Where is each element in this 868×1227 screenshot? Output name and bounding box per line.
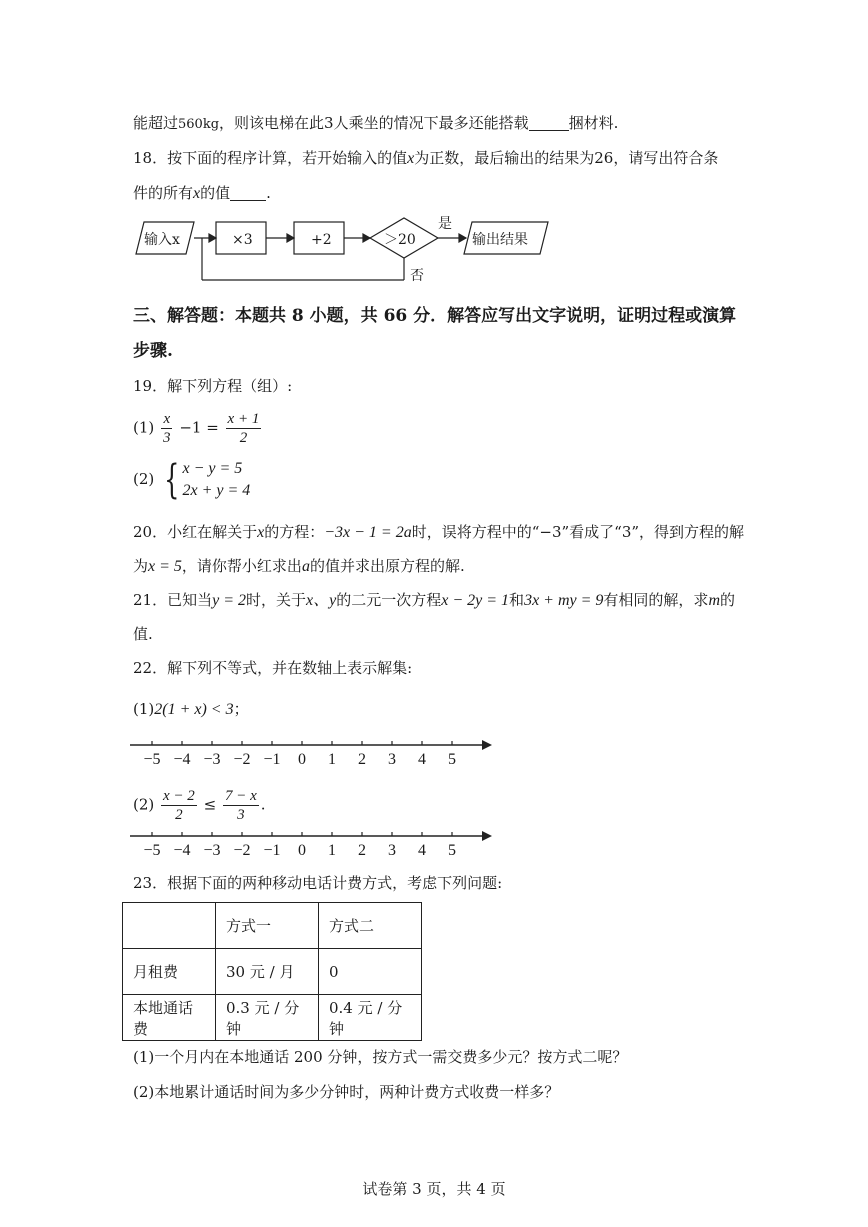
text: . (266, 184, 271, 202)
numerator: x (163, 411, 171, 427)
equation-text: ≤ (203, 795, 217, 814)
table-cell: 0 (319, 949, 422, 995)
axis-arrow (482, 831, 492, 841)
q23-title: 23．根据下面的两种移动电话计费方式，考虑下列问题: (133, 874, 503, 892)
q21-line2: 值. (133, 625, 153, 643)
text: 26 (594, 149, 614, 167)
compare-label: ＞20 (384, 232, 416, 248)
flowchart (130, 210, 560, 290)
text: ； (233, 700, 249, 718)
variable: m (708, 592, 720, 609)
text: 能超过 (133, 114, 179, 132)
fee-table (122, 902, 422, 1041)
brace: { (164, 457, 180, 503)
text: 18．按下面的程序计算，若开始输入的值 (133, 149, 408, 167)
answer-blank (230, 184, 266, 201)
equation-text: −1 = (179, 418, 219, 437)
table-header: 方式一 (216, 903, 319, 949)
equation: y = 2 (212, 592, 246, 609)
q22-part2 (133, 787, 266, 824)
text: ，请你帮小红求出 (181, 557, 302, 575)
text: 时，误将方程中的“−3”看成了“3”，得到方程的解 (411, 523, 745, 541)
answer-blank (529, 114, 569, 131)
text: 的方程： (264, 523, 325, 541)
axis-tick-label: 0 (298, 842, 306, 859)
part-label: (2) (133, 795, 155, 814)
numerator: x + 1 (227, 411, 260, 427)
q22-title: 22．解下列不等式，并在数轴上表示解集: (133, 659, 413, 677)
table-cell: 30 元 / 月 (216, 949, 319, 995)
q22-part1 (133, 698, 249, 721)
fraction (161, 410, 173, 447)
q18-line2 (133, 182, 271, 205)
axis-tick-label: 4 (418, 842, 426, 859)
equation: x − y = 5 (182, 460, 243, 477)
numerator: 7 − x (224, 788, 257, 804)
axis-tick-label: −5 (143, 842, 161, 859)
inequality: 2(1 + x) < 3 (154, 701, 234, 718)
text: 20．小红在解关于 (133, 523, 258, 541)
q19-part2 (133, 458, 250, 502)
axis-tick-label: 5 (448, 842, 456, 859)
variable: a (301, 558, 310, 575)
variables: x、y (306, 592, 337, 609)
q20-line1 (133, 521, 744, 544)
table-cell: 月租费 (123, 949, 216, 995)
text: 的值并求出原方程的解. (309, 557, 465, 575)
axis-tick-label: −2 (233, 751, 251, 768)
table-header: 方式二 (319, 903, 422, 949)
text: ，则该电梯在此 (219, 114, 325, 132)
variable: x (193, 185, 201, 202)
axis-tick-label: 0 (298, 751, 306, 768)
equation: x = 5 (148, 558, 182, 575)
text: 捆材料. (568, 114, 619, 132)
q19-part1 (133, 410, 263, 447)
number-line-2 (128, 826, 498, 862)
denominator: 2 (239, 430, 248, 446)
text: 560kg (178, 117, 220, 132)
number-line-1 (128, 735, 498, 771)
equation: 2x + y = 4 (182, 482, 251, 499)
equation: x − 2y = 1 (441, 592, 510, 609)
text: 为 (133, 557, 149, 575)
axis-tick-label: −4 (173, 842, 191, 859)
table-cell: 0.4 元 / 分钟 (319, 995, 422, 1041)
q19-title: 19．解下列方程（组）: (133, 377, 293, 395)
text: 和 (509, 591, 525, 609)
variable: x (407, 150, 415, 167)
part-label: (2) (133, 470, 155, 488)
text: 为正数，最后输出的结果为 (414, 149, 595, 167)
equation-system (159, 458, 250, 502)
axis-tick-label: −4 (173, 751, 191, 768)
axis-tick-label: −3 (203, 842, 221, 859)
part-label: (1) (133, 418, 155, 437)
q21-line1 (133, 589, 735, 612)
variable: x (257, 524, 265, 541)
axis-tick-label: 3 (388, 842, 396, 859)
text: 件的所有 (133, 184, 194, 202)
output-label: 输出结果 (472, 232, 528, 248)
axis-tick-label: 2 (358, 842, 366, 859)
yes-label: 是 (438, 216, 452, 232)
q23-part2: (2)本地累计通话时间为多少分钟时，两种计费方式收费一样多？ (133, 1083, 560, 1101)
table-cell: 0.3 元 / 分钟 (216, 995, 319, 1041)
axis-tick-label: 1 (328, 751, 336, 768)
table-row (123, 903, 422, 949)
section3-heading: 三、解答题：本题共 8 小题，共 66 分．解答应写出文字说明，证明过程或演算 (133, 306, 737, 326)
denominator: 3 (163, 430, 171, 446)
input-label: 输入x (144, 232, 180, 248)
q20-line2 (133, 555, 465, 578)
plus2-label: +2 (311, 232, 332, 248)
q18-line1 (133, 147, 718, 170)
text: 的值 (200, 184, 231, 202)
part-label: (1) (133, 700, 155, 718)
page-footer: 试卷第 3 页，共 4 页 (362, 1180, 506, 1198)
axis-tick-label: −1 (263, 842, 281, 859)
no-label: 否 (410, 268, 424, 284)
axis-tick-label: 1 (328, 842, 336, 859)
numerator: x − 2 (163, 788, 195, 804)
axis-tick-label: −5 (143, 751, 161, 768)
fraction (223, 787, 259, 824)
denominator: 2 (175, 807, 183, 823)
equation: 3x + my = 9 (524, 592, 604, 609)
q17-tail (133, 112, 618, 136)
axis-tick-label: −3 (203, 751, 221, 768)
table-cell (123, 903, 216, 949)
axis-tick-label: −2 (233, 842, 251, 859)
text: 的 (720, 591, 736, 609)
text: 21．已知当 (133, 591, 213, 609)
axis-tick-label: 3 (388, 751, 396, 768)
text: 人乘坐的情况下最多还能搭载 (333, 114, 529, 132)
text: . (260, 795, 266, 814)
times3-label: ×3 (232, 232, 253, 248)
text: 有相同的解，求 (603, 591, 709, 609)
table-row (123, 995, 422, 1041)
equation: −3x − 1 = 2a (324, 524, 412, 541)
text: 时，关于 (246, 591, 307, 609)
table-row (123, 949, 422, 995)
denominator: 3 (237, 807, 245, 823)
text: ，请写出符合条 (613, 149, 719, 167)
axis-tick-label: 4 (418, 751, 426, 768)
text: 的二元一次方程 (336, 591, 442, 609)
axis-tick-label: −1 (263, 751, 281, 768)
axis-arrow (482, 740, 492, 750)
table-cell: 本地通话费 (123, 995, 216, 1041)
axis-tick-label: 2 (358, 751, 366, 768)
section3-heading-cont: 步骤. (133, 341, 173, 361)
axis-tick-label: 5 (448, 751, 456, 768)
text: 3 (324, 114, 334, 132)
q23-part1: (1)一个月内在本地通话 200 分钟，按方式一需交费多少元？按方式二呢？ (133, 1048, 628, 1066)
fraction (161, 787, 197, 824)
fraction (226, 410, 262, 447)
